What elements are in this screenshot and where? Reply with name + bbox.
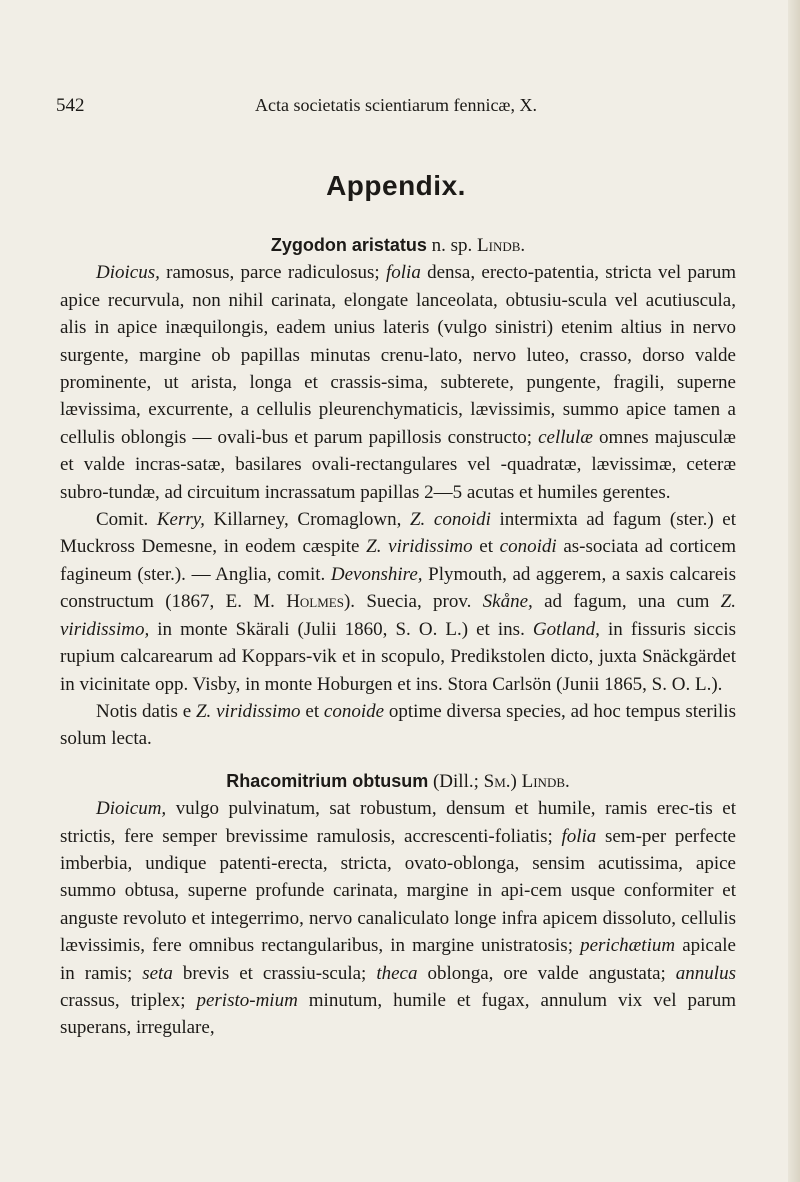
species-author-open: (Dill.;	[428, 770, 484, 792]
species-author-close: )	[510, 770, 522, 792]
page-header	[56, 95, 736, 121]
species-localities-zygodon: Comit. Kerry, Killarney, Cromaglown, Z. conoidi intermixta ad fagum (ster.) et Muckross Demesne, in eodem cæspite Z. viridissimo et conoidi as-sociata ad corticem fagineum (ster.). — Anglia, comit. Devonshire, Plymouth, ad aggerem, a saxis calcareis constructum (1867, E. M. Holmes). Suecia, prov. Skåne, ad fagum, una cum Z. viridissimo, in monte Skärali (Julii 1860, S. O. L.) et ins. Gotland, in fissuris siccis rupium calcarearum ad Koppars-vik et in scopulo, Predikstolen dicto, juxta Snäckgärdet in vicinitate opp. Visby, in monte Hoburgen et ins. Stora Carlsön (Junii 1865, S. O. L.).	[60, 509, 736, 695]
species-heading-zygodon	[60, 232, 736, 259]
species-author-sm: Sm.	[483, 770, 511, 792]
running-head: Acta societatis scientiarum fennicæ, X.	[255, 95, 537, 115]
page-edge	[788, 0, 800, 1182]
page-content	[60, 232, 736, 1042]
species-name: Zygodon aristatus	[270, 235, 427, 255]
species-note-zygodon: Notis datis e Z. viridissimo et conoide optime diversa species, ad hoc tempus sterilis solum lecta.	[60, 700, 736, 750]
page-number: 542	[56, 95, 85, 116]
section-gap	[60, 753, 736, 768]
species-description-rhacomitrium: Dioicum, vulgo pulvinatum, sat robustum, densum et humile, ramis erec-tis et strictis, fere semper brevissime ramulosis, accrescenti-foliatis; folia sem-per perfecte imberbia, undique patenti-erecta, stricta, ovato-oblonga, sensim acutissima, apice summo obtusa, superne profunde carinata, margine in api-cem usque conformiter et anguste revoluto et integerrimo, nervo canaliculato longe infra apicem dissoluto, cellulis lævissimis, fere omnibus rectangularibus, in margine unistratosis; perichætium apicale in ramis; seta brevis et crassiu-scula; theca oblonga, ore valde angustata; annulus crassus, triplex; peristo-mium minutum, humile et fugax, annulum vix vel parum superans, irregulare,	[60, 798, 736, 1039]
species-description-zygodon: Dioicus, ramosus, parce radiculosus; folia densa, erecto-patentia, stricta vel parum apice recurvula, non nihil carinata, elongate lanceolata, obtusiu-scula vel acutiuscula, alis in apice inæquilongis, eadem unius lateris (vulgo sinistri) etenim altius in nervo surgente, margine ob papillas minutas crenu-lato, nervo luteo, crasso, dorso valde prominente, ut arista, longa et crassis-sima, subterete, pungente, fragili, superne lævissima, excurrente, a cellulis pleurenchymaticis, lævissimis, summo apice tamen a cellulis oblongis — ovali-bus et parum papillosis constructo; cellulæ omnes majusculæ et valde incras-satæ, basilares ovali-rectangulares vel -quadratæ, lævissimæ, ceteræ subro-tundæ, ad circuitum incrassatum papillas 2—5 acutas et humiles gerentes.	[60, 262, 736, 503]
species-name: Rhacomitrium obtusum	[226, 770, 429, 791]
species-author: Lindb.	[521, 770, 570, 792]
species-rank: n. sp.	[431, 235, 473, 256]
section-title: Appendix.	[326, 170, 466, 201]
species-author: Lindb.	[477, 235, 526, 256]
species-heading-rhacomitrium	[60, 768, 736, 795]
